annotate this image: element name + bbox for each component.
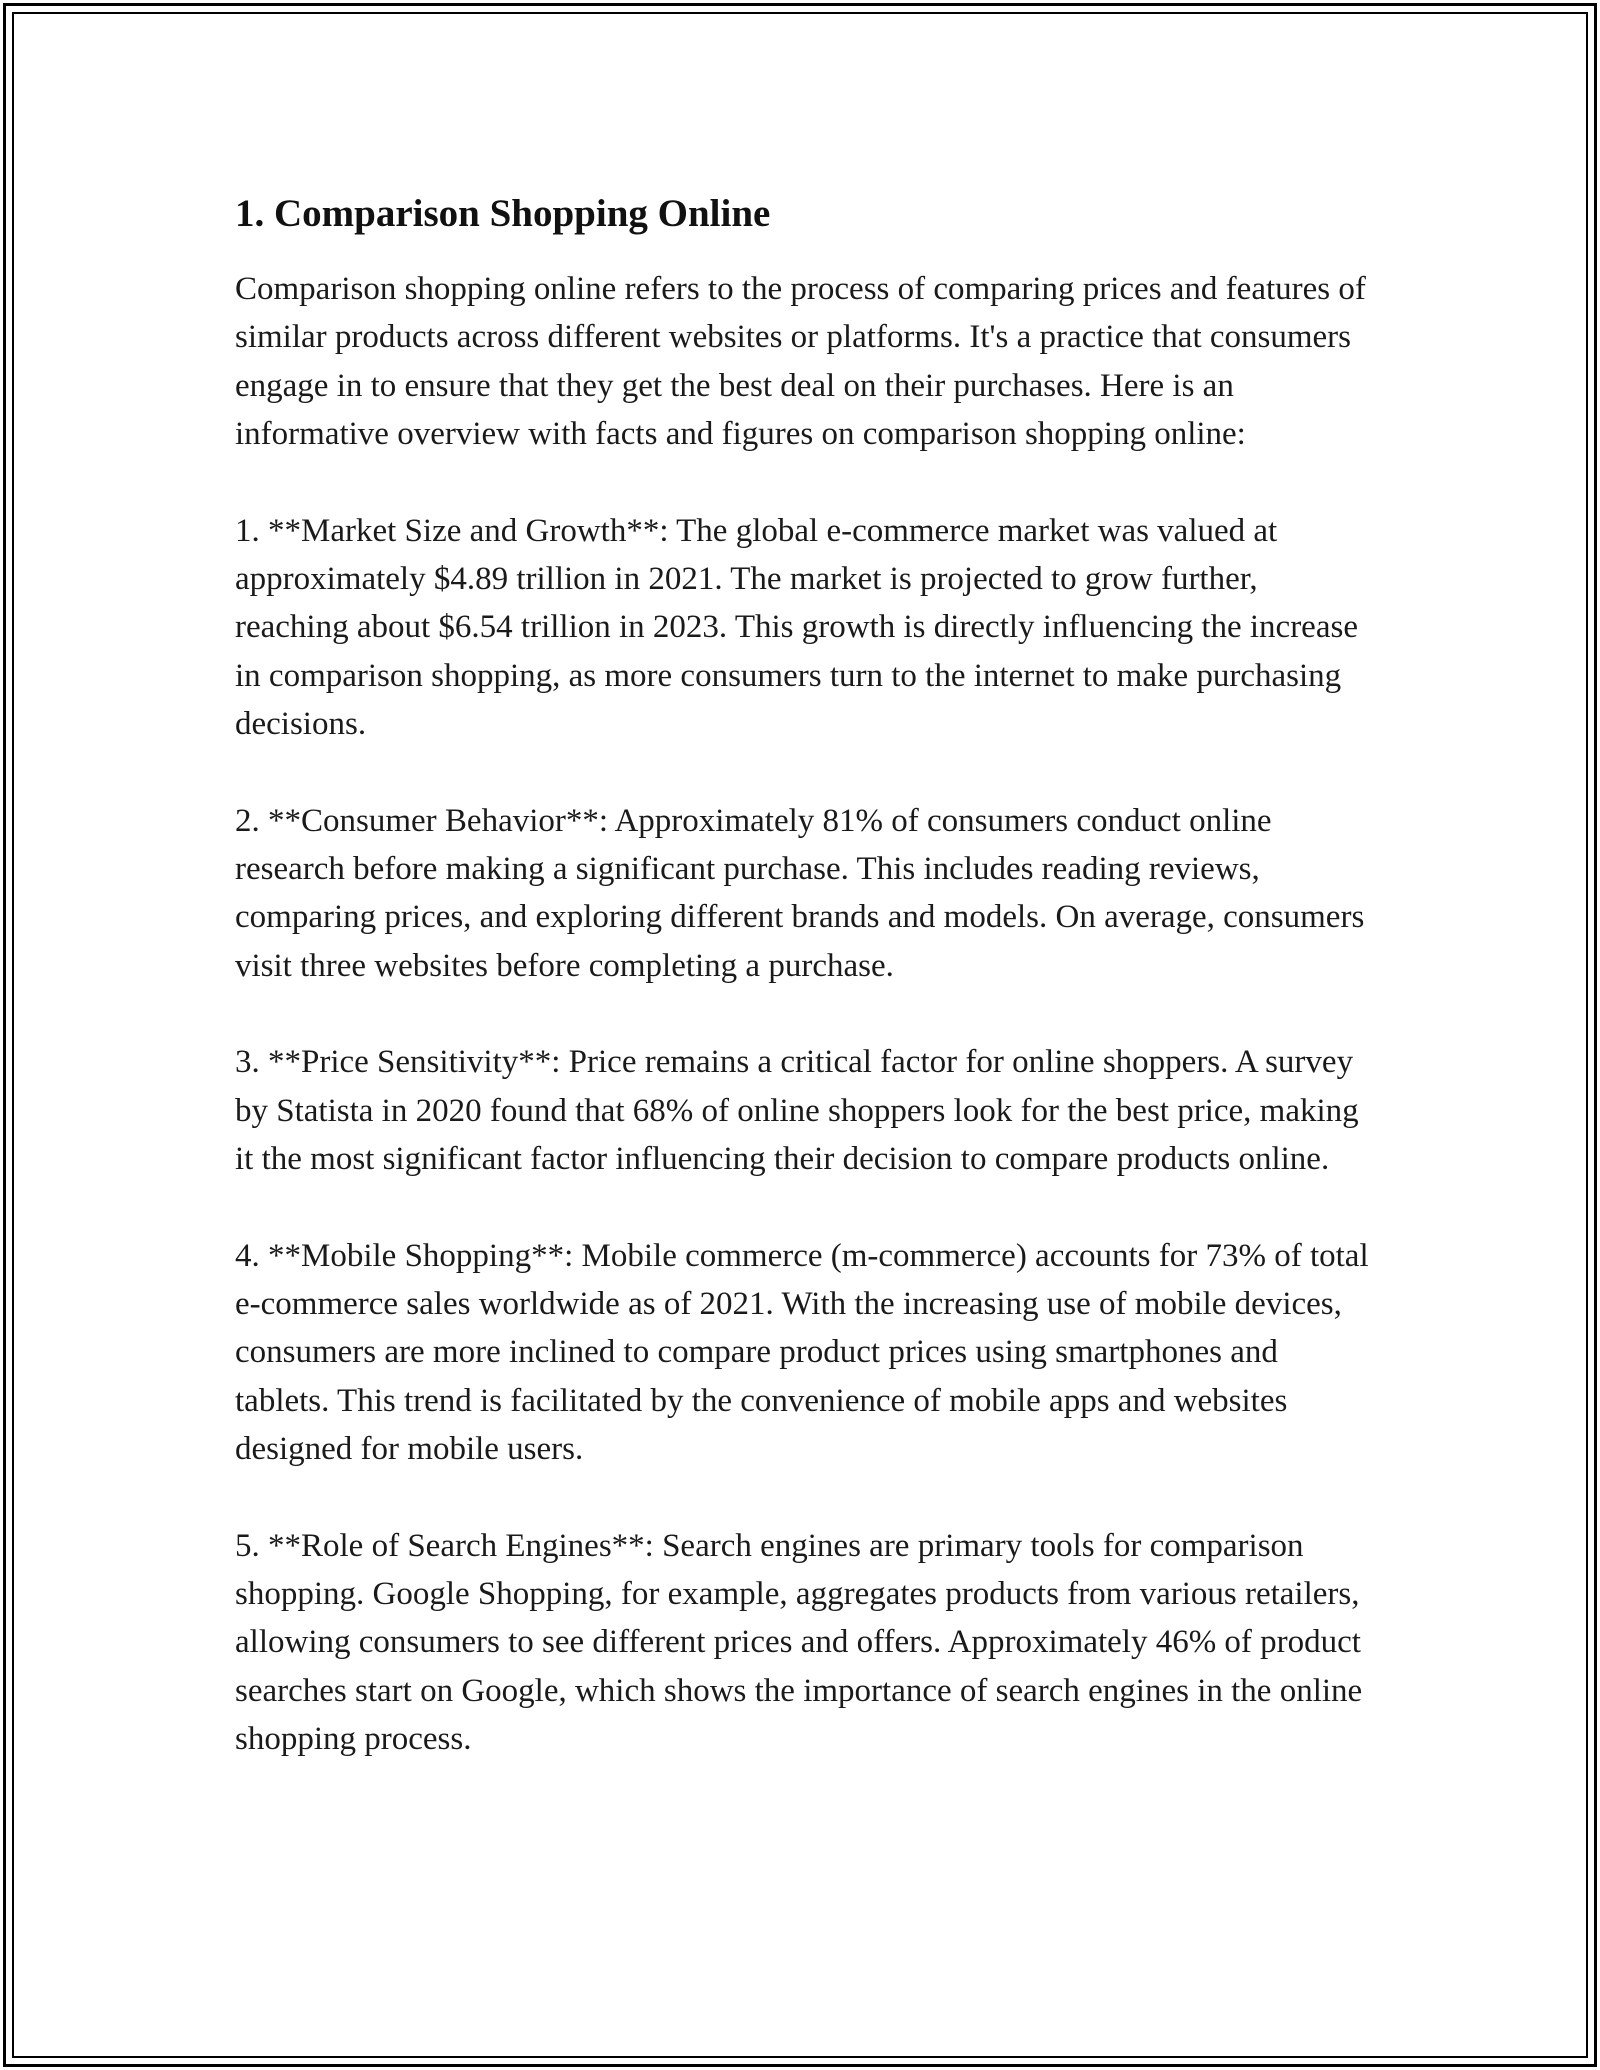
document-title: 1. Comparison Shopping Online [235,192,771,235]
document-body [235,187,1375,1812]
point-consumer-behavior: 2. **Consumer Behavior**: Approximately 81% of consumers conduct online research before making a significant purchase. This includes reading reviews, comparing prices, and exploring different brands and models. On average, consumers visit three websites before completing a purchase. [235,802,1365,984]
point-price-sensitivity: 3. **Price Sensitivity**: Price remains a critical factor for online shoppers. A survey by Statista in 2020 found that 68% of online shoppers look for the best price, making it the most significant factor influencing their decision to compare products online. [235,1044,1359,1178]
point-search-engines: 5. **Role of Search Engines**: Search engines are primary tools for comparison shopping. Google Shopping, for example, aggregates products from various retailers, allowing consumers to see different prices and offers. Approximately 46% of product searches start on Google, which shows the importance of search engines in the online shopping process. [235,1527,1363,1758]
point-mobile-shopping: 4. **Mobile Shopping**: Mobile commerce (m-commerce) accounts for 73% of total e-commerce sales worldwide as of 2021. With the increasing use of mobile devices, consumers are more inclined to compare product prices using smartphones and tablets. This trend is facilitated by the convenience of mobile apps and websites designed for mobile users. [235,1237,1369,1468]
intro-paragraph: Comparison shopping online refers to the process of comparing prices and features of similar products across different websites or platforms. It's a practice that consumers engage in to ensure that they get the best deal on their purchases. Here is an informative overview with facts and figures on comparison shopping online: [235,271,1366,453]
point-market-size: 1. **Market Size and Growth**: The global e-commerce market was valued at approximately $4.89 trillion in 2021. The market is projected to grow further, reaching about $6.54 trillion in 2023. This growth is directly influencing the increase in comparison shopping, as more consumers turn to the internet to make purchasing decisions. [235,512,1358,743]
